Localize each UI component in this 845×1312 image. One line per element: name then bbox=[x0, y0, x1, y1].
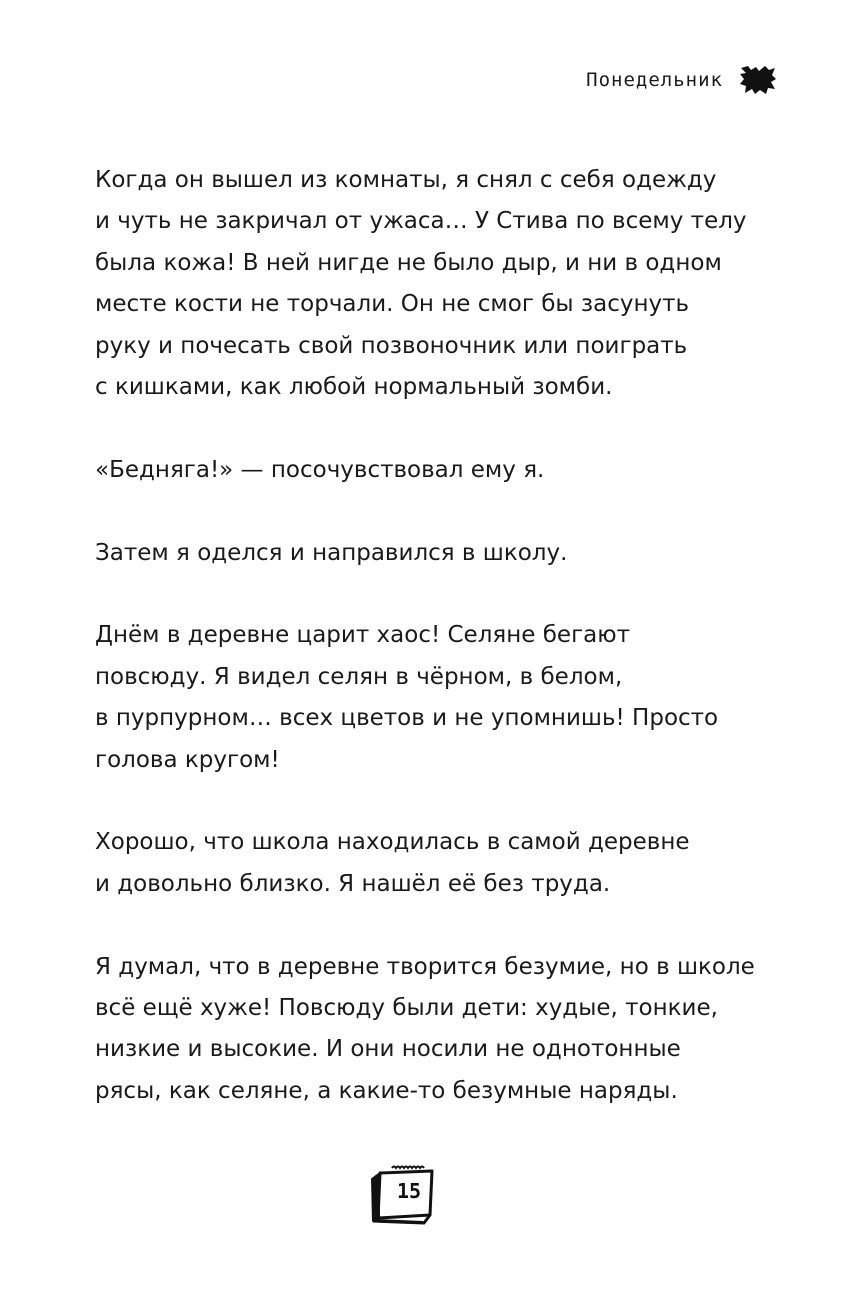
text-line: Когда он вышел из комнаты, я снял с себя одежду bbox=[95, 167, 717, 193]
text-line: Днём в деревне царит хаос! Селяне бегают bbox=[95, 622, 631, 649]
paragraph-2 bbox=[95, 450, 735, 491]
paragraph-6 bbox=[95, 947, 755, 1113]
page-body bbox=[95, 160, 755, 1154]
text-line: голова кругом! bbox=[95, 746, 280, 773]
text-line: рясы, как селяне, а какие-то безумные наряды. bbox=[95, 1077, 678, 1104]
text-line: месте кости не торчали. Он не смог бы засунуть bbox=[95, 291, 690, 318]
page-number-badge bbox=[370, 1163, 436, 1225]
text-line: низкие и высокие. И они носили не однотонные bbox=[95, 1036, 681, 1063]
page-number: 15 bbox=[396, 1179, 422, 1203]
text-line: и довольно близко. Я нашёл её без труда. bbox=[95, 870, 611, 897]
chapter-title: Понедельник bbox=[586, 69, 723, 91]
text-line: в пурпурном… всех цветов и не упомнишь! Просто bbox=[95, 705, 719, 732]
running-header bbox=[586, 64, 777, 96]
text-line: и чуть не закричал от ужаса… У Стива по всему телу bbox=[95, 208, 747, 235]
text-line: повсюду. Я видел селян в чёрном, в белом, bbox=[95, 663, 623, 690]
text-line: Я думал, что в деревне творится безумие, но в школе bbox=[95, 953, 755, 980]
creeper-splat-icon bbox=[739, 64, 777, 96]
paragraph-3 bbox=[95, 533, 735, 574]
text-line: Хорошо, что школа находилась в самой деревне bbox=[95, 829, 690, 856]
text-line: Затем я оделся и направился в школу. bbox=[95, 539, 568, 566]
text-line: «Бедняга!» — посочувствовал ему я. bbox=[95, 456, 545, 483]
text-line: с кишками, как любой нормальный зомби. bbox=[95, 374, 613, 401]
text-line: руку и почесать свой позвоночник или поиграть bbox=[95, 332, 688, 359]
paragraph-5 bbox=[95, 822, 735, 905]
text-line: была кожа! В ней нигде не было дыр, и ни в одном bbox=[95, 249, 722, 276]
paragraph-1 bbox=[95, 160, 747, 408]
text-line: всё ещё хуже! Повсюду были дети: худые, тонкие, bbox=[95, 995, 718, 1022]
paragraph-4 bbox=[95, 615, 735, 781]
